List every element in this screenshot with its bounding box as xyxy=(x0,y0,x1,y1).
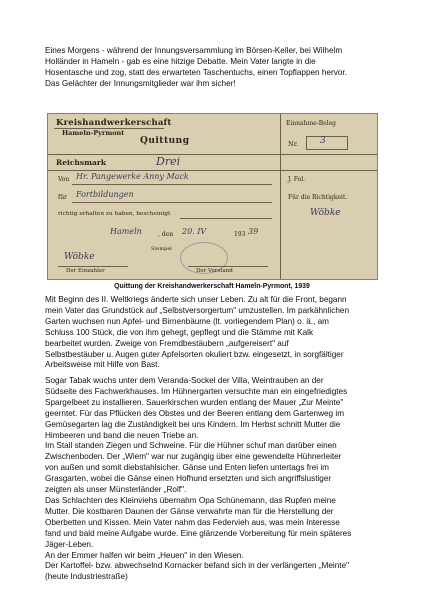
receipt-fol-label: J. Fol. xyxy=(288,176,306,183)
receipt-stamp-label: Stempel xyxy=(151,246,172,252)
receipt-handwritten-sum: Drei xyxy=(156,155,181,168)
intro-line: Das Gelächter der Innungsmitglieder war ihm sicher! xyxy=(45,78,236,88)
receipt-richtig-label: richtig erhalten zu haben, bescheinigt xyxy=(58,211,171,217)
body-line: (heute Industriestraße) xyxy=(45,572,128,582)
body-line: Jäger-Leben. xyxy=(45,539,94,549)
intro-paragraph xyxy=(45,46,379,90)
body-line: Arbeitsweise mit Hilfe von Bast. xyxy=(45,360,160,370)
receipt-handwritten-number: 3 xyxy=(320,136,326,146)
divider xyxy=(72,184,272,185)
divider xyxy=(48,154,378,155)
body-paragraph xyxy=(45,376,379,583)
divider xyxy=(188,266,268,267)
receipt-handwritten-year: 39 xyxy=(248,227,259,236)
body-line: An der Emmer halfen wir beim „Heuen" in den Wiesen. xyxy=(45,550,244,560)
receipt-fuer-label: für xyxy=(58,194,67,201)
divider xyxy=(48,170,378,171)
body-line: Spargelbeet zu installieren. Sauerkirschen wurden entlang der Mauer „Zur Meinte" xyxy=(45,397,344,407)
body-line: Schluss 100 Stück, die von ihm gehegt, gepflegt und die Stämme mit Kalk xyxy=(45,327,314,337)
receipt-image xyxy=(47,113,378,280)
intro-line: Eines Morgens - während der Innungsversammlung im Börsen-Keller, bei Wilhelm xyxy=(45,46,343,55)
body-line: Oberbetten und Kissen. Mein Vater nahm das Federvieh aus, was mein Interesse xyxy=(45,517,340,527)
receipt-einzahler-label: Der Einzahler xyxy=(66,268,105,274)
receipt-sum-label: Reichsmark xyxy=(56,158,107,167)
body-line: Im Stall standen Ziegen und Schweine. Für die Hühner schuf man darüber einen xyxy=(45,441,337,451)
body-line: Gemüsegarten lag die Zuständigkeit bei uns Kindern. Im Herbst schnitt Mutter die xyxy=(45,419,341,429)
body-line: Mutter. Die kostbaren Daunen der Gänse verwahrte man für die Herstellung der xyxy=(45,506,334,516)
receipt-date-label: , den xyxy=(158,231,174,238)
receipt-vorstand-label: Der Vorstand xyxy=(196,268,233,274)
receipt-number-box xyxy=(306,136,348,150)
body-line: Garten wuchsen nun Apfel- und Birnenbäume (lt. vorliegendem Plan) o. ä., am xyxy=(45,316,329,326)
receipt-nr-label: Nr. xyxy=(288,140,299,148)
receipt-signature-richtigkeit: Wöbke xyxy=(310,208,341,218)
body-line: Himbeeren und band die neuen Triebe an. xyxy=(45,430,199,440)
body-line: bearbeitet wurden. Zweige von Fremdbestäubern „aufgereisert" auf xyxy=(45,338,289,348)
receipt-org-name: Kreishandwerkerschaft xyxy=(56,118,172,128)
body-line: Grasgarten, wobei die Gänse einen Hofhund ersetzten und sich angriffslustiger xyxy=(45,474,332,484)
receipt-von-label: Von xyxy=(58,176,70,183)
receipt-org-place: Hameln-Pyrmont xyxy=(62,129,125,137)
body-line: fand und bald meine Aufgabe wurde. Eine glänzende Vorbereitung für mein späteres xyxy=(45,528,352,538)
receipt-title: Quittung xyxy=(140,136,190,146)
receipt-handwritten-von: Hr. Pangewerke Anny Mack xyxy=(76,172,189,181)
figure-caption: Quittung der Kreishandwerkerschaft Hameln-Pyrmont, 1939 xyxy=(114,283,310,290)
body-line: Das Schlachten des Kleinviehs übernahm Opa Schünemann, das Rupfen meine xyxy=(45,495,336,505)
body-line: mein Vater das Grundstück auf „Selbstversorgertum" umzustellen. Im parkähnlichen xyxy=(45,305,350,315)
body-line: geerntet. Für das Pflücken des Obstes und der Beeren entlang dem Gartenweg im xyxy=(45,408,345,418)
intro-line: Holländer in Hameln - gab es eine hitzige Debatte. Mein Vater langte in die xyxy=(45,56,316,66)
receipt-einnahme-label: Einnahme-Beleg xyxy=(286,120,337,127)
body-line: Mit Beginn des II. Weltkriegs änderte sich unser Leben. Zu alt für die Front, begann xyxy=(45,295,347,304)
body-line: Sogar Tabak wuchs unter dem Veranda-Sockel der Villa, Weintrauben an der xyxy=(45,376,324,385)
receipt-handwritten-place: Hameln xyxy=(110,227,142,236)
body-line: Zwischenboden. Der „Wiem" war nur zugängig über eine gewendelte Hühnerleiter xyxy=(45,452,342,462)
intro-line: Hosentasche und zog, statt des erwarteten Taschentuchs, einen Topflappen hervor. xyxy=(45,67,347,77)
body-line: zeigten als unser Münsterländer „Rolf". xyxy=(45,485,187,495)
body-line: von außen und somit diebstahlsicher. Gänse und Enten liefen untertags frei im xyxy=(45,463,329,473)
body-line: Der Kartoffel- bzw. abwechselnd Kornacker befand sich in der verlängerten „Meinte" xyxy=(45,561,350,571)
body-paragraph xyxy=(45,295,379,371)
divider xyxy=(280,114,281,280)
receipt-signature-einzahler: Wöbke xyxy=(64,252,95,262)
receipt-handwritten-fuer: Fortbildungen xyxy=(76,190,134,199)
divider xyxy=(180,218,272,219)
body-line: Selbstbestäuber u. Augen guter Apfelsorten okuliert bzw. eingesetzt, in sorgfältiger xyxy=(45,349,344,359)
divider xyxy=(58,266,128,267)
receipt-richtigkeit-label: Für die Richtigkeit. xyxy=(288,194,348,201)
receipt-year-label: 193 xyxy=(234,231,246,238)
divider xyxy=(72,202,272,203)
body-line: Südseite des Fachwerkhauses. Im Hühnergarten versuchte man ein eingefriedigtes xyxy=(45,386,348,396)
receipt-handwritten-date: 20. IV xyxy=(182,227,207,236)
